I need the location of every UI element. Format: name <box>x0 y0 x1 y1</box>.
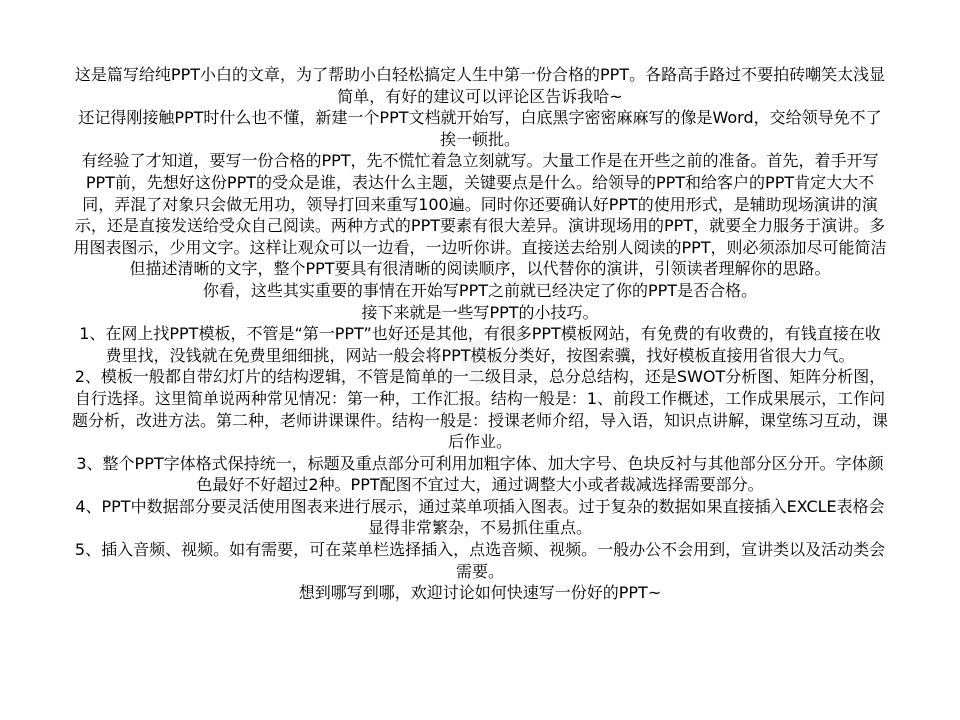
intro-paragraph: 这是篇写给纯PPT小白的文章，为了帮助小白轻松搞定人生中第一份合格的PPT。各路高手路过不要拍砖嘲笑太浅显简单，有好的建议可以评论区告诉我哈~ <box>74 65 886 106</box>
document-body <box>72 64 888 604</box>
summary-paragraph: 你看，这些其实重要的事情在开始写PPT之前就已经决定了你的PPT是否合格。 <box>202 280 758 300</box>
preparation-paragraph: 有经验了才知道，要写一份合格的PPT，先不慌忙着急立刻就写。大量工作是在开些之前的准备。首先，着手开写PPT前，先想好这份PPT的受众是谁，表达什么主题，关键要点是什么。给领导的PPT和给客户的PPT肯定大大不同，弄混了对象只会做无用功，领导打回来重写100遍。同时你还要确认好PPT的使用形式，是辅助现场演讲的演示，还是直接发送给受众自己阅读。两种方式的PPT要素有很大差异。演讲现场用的PPT，就要全力服务于演讲。多用图表图示，少用文字。这样让观众可以一边看，一边听你讲。直接送去给别人阅读的PPT，则必须添加尽可能简洁但描述清晰的文字，整个PPT要具有很清晰的阅读顺序，以代替你的演讲，引领读者理解你的思路。 <box>73 151 887 279</box>
tip-3-paragraph: 3、整个PPT字体格式保持统一，标题及重点部分可利用加粗字体、加大字号、色块反衬与其他部分区分开。字体颜色最好不好超过2种。PPT配图不宜过大，通过调整大小或者裁减选择需要部分。 <box>76 453 884 495</box>
experience-paragraph: 还记得刚接触PPT时什么也不懂，新建一个PPT文档就开始写，白底黑字密密麻麻写的像是Word，交给领导免不了挨一顿批。 <box>78 108 882 149</box>
tip-2-paragraph: 2、模板一般都自带幻灯片的结构逻辑，不管是简单的一二级目录，总分总结构，还是SWOT分析图、矩阵分析图，自行选择。这里简单说两种常见情况：第一种，工作汇报。结构一般是：1、前段工作概述，工作成果展示，工作问题分析，改进方法。第二种，老师讲课课件。结构一般是：授课老师介绍，导入语，知识点讲解，课堂练习互动，课后作业。 <box>72 367 889 452</box>
tip-5-paragraph: 5、插入音频、视频。如有需要，可在菜单栏选择插入，点选音频、视频。一般办公不会用到，宣讲类以及活动类会需要。 <box>74 540 886 581</box>
closing-paragraph: 想到哪写到哪，欢迎讨论如何快速写一份好的PPT~ <box>298 583 662 603</box>
tips-intro-paragraph: 接下来就是一些写PPT的小技巧。 <box>361 302 599 322</box>
tip-1-paragraph: 1、在网上找PPT模板，不管是“第一PPT”也好还是其他，有很多PPT模板网站，有免费的有收费的，有钱直接在收费里找，没钱就在免费里细细挑，网站一般会将PPT模板分类好，按图索骥，找好模板直接用省很大力气。 <box>79 324 881 365</box>
tip-4-paragraph: 4、PPT中数据部分要灵活使用图表来进行展示，通过菜单项插入图表。过于复杂的数据如果直接插入EXCLE表格会显得非常繁杂，不易抓住重点。 <box>75 496 885 538</box>
